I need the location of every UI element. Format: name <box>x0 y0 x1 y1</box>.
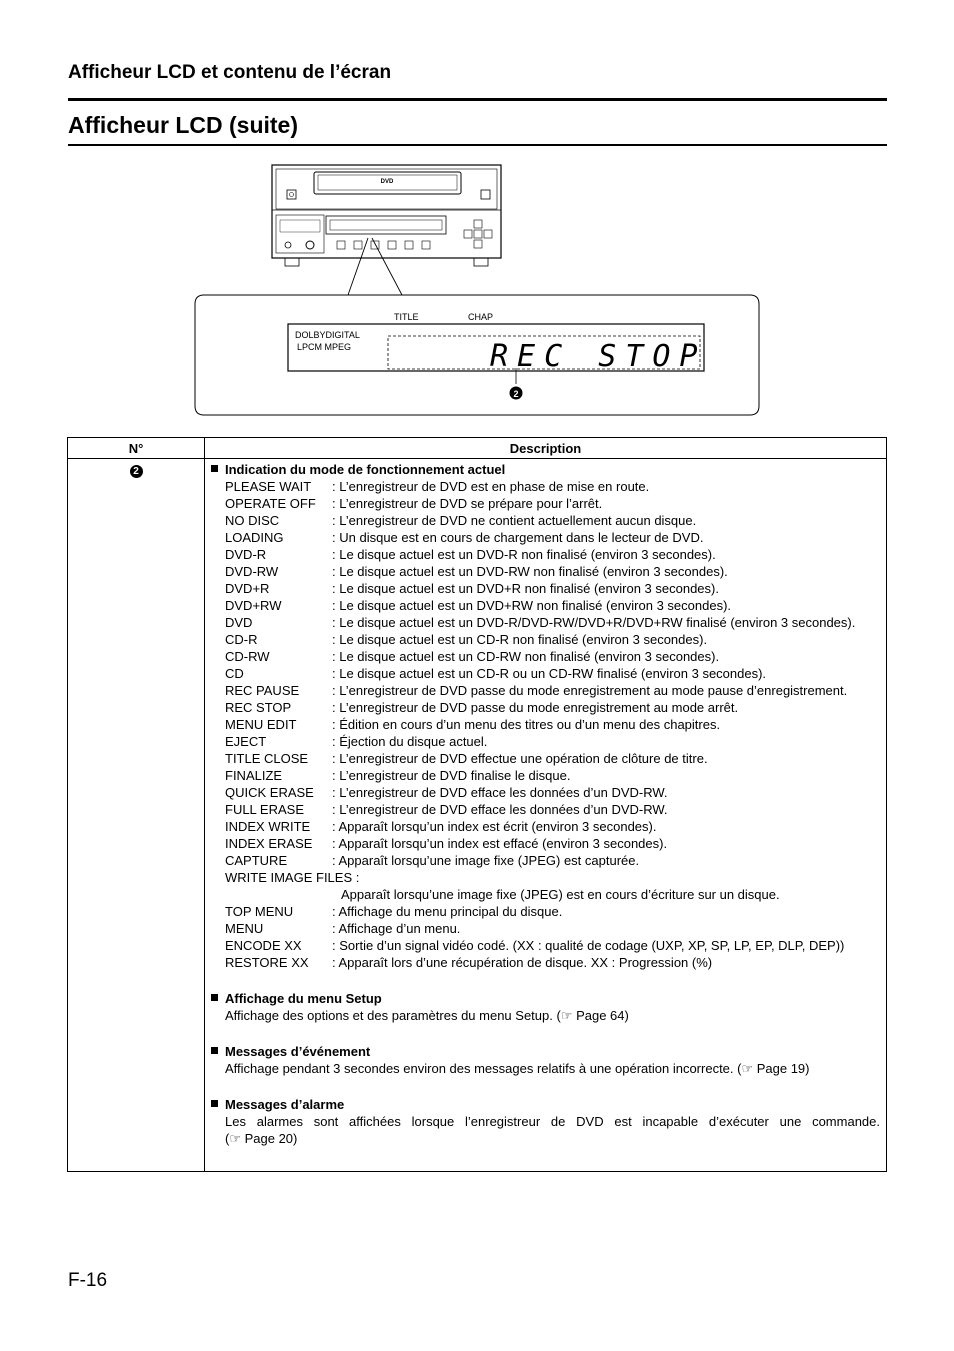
mode-term: CD-R <box>225 632 258 647</box>
mode-list <box>211 478 880 869</box>
mode-row <box>211 529 880 546</box>
mode-description: : Édition en cours d’un menu des titres ou d’un menu des chapitres. <box>332 716 880 733</box>
mode-description: : Éjection du disque actuel. <box>332 733 880 750</box>
mode-term: TITLE CLOSE <box>225 751 309 766</box>
mode-term: PLEASE WAIT <box>225 479 312 494</box>
mode-row <box>211 937 880 954</box>
mode-row <box>211 716 880 733</box>
mode-description: : Le disque actuel est un DVD+R non finalisé (environ 3 secondes). <box>332 580 880 597</box>
mode-term: MENU <box>225 921 264 936</box>
number-badge: 2 <box>130 465 143 478</box>
mode-row <box>211 954 880 971</box>
section-setup <box>211 990 880 1024</box>
section-mode-title: Indication du mode de fonctionnement actuel <box>225 462 506 477</box>
mode-term: REC STOP <box>225 700 292 715</box>
section-alarms-page-ref: (☞ Page 20) <box>225 1131 298 1146</box>
mode-description: : Apparaît lors d’une récupération de disque. XX : Progression (%) <box>332 954 880 971</box>
mode-row <box>211 665 880 682</box>
mode-row <box>211 801 880 818</box>
mode-term: REC PAUSE <box>225 683 300 698</box>
mode-row <box>211 546 880 563</box>
mode-term: CD-RW <box>225 649 270 664</box>
section-alarms <box>211 1096 880 1147</box>
mode-term: DVD <box>225 615 253 630</box>
mode-description: : Apparaît lorsqu’une image fixe (JPEG) est capturée. <box>332 852 880 869</box>
lcd-indicator-lpcm: LPCM MPEG <box>297 342 352 352</box>
mode-row <box>211 682 880 699</box>
mode-row <box>211 614 880 631</box>
mode-description: : L’enregistreur de DVD ne contient actuellement aucun disque. <box>332 512 880 529</box>
page-title: Afficheur LCD (suite) <box>68 112 298 138</box>
mode-description: : L’enregistreur de DVD effectue une opération de clôture de titre. <box>332 750 880 767</box>
mode-term: INDEX WRITE <box>225 819 311 834</box>
svg-text:2: 2 <box>513 389 519 399</box>
lcd-indicator-dolby: DOLBYDIGITAL <box>295 330 360 340</box>
mode-description: : Le disque actuel est un CD-RW non finalisé (environ 3 secondes). <box>332 648 880 665</box>
mode-row <box>211 631 880 648</box>
mode-term: MENU EDIT <box>225 717 297 732</box>
write-image-desc: Apparaît lorsqu’une image fixe (JPEG) est en cours d’écriture sur un disque. <box>341 887 780 902</box>
mode-row <box>211 495 880 512</box>
mode-term: CAPTURE <box>225 853 288 868</box>
mode-description: : Le disque actuel est un DVD-R non finalisé (environ 3 secondes). <box>332 546 880 563</box>
mode-row <box>211 478 880 495</box>
device-logo: DVD <box>380 179 394 185</box>
section-setup-title: Affichage du menu Setup <box>225 991 382 1006</box>
section-events-text: Affichage pendant 3 secondes environ des messages relatifs à une opération incorrecte. (☞ Page 19) <box>225 1061 810 1076</box>
mode-row <box>211 852 880 869</box>
mode-term: OPERATE OFF <box>225 496 316 511</box>
mode-description: : L’enregistreur de DVD se prépare pour l’arrêt. <box>332 495 880 512</box>
mode-term: DVD+R <box>225 581 270 596</box>
section-mode <box>211 461 880 971</box>
mode-term: LOADING <box>225 530 284 545</box>
mode-description: : L’enregistreur de DVD finalise le disque. <box>332 767 880 784</box>
mode-term: QUICK ERASE <box>225 785 314 800</box>
mode-row <box>211 648 880 665</box>
mode-description: : Le disque actuel est un CD-R non finalisé (environ 3 secondes). <box>332 631 880 648</box>
write-image-term: WRITE IMAGE FILES : <box>225 870 360 885</box>
mode-description: : L’enregistreur de DVD passe du mode enregistrement au mode arrêt. <box>332 699 880 716</box>
mode-term: FINALIZE <box>225 768 283 783</box>
header-number: N° <box>68 438 205 459</box>
mode-term: FULL ERASE <box>225 802 304 817</box>
mode-term: NO DISC <box>225 513 280 528</box>
mode-description: : Le disque actuel est un DVD-RW non finalisé (environ 3 secondes). <box>332 563 880 580</box>
description-cell <box>205 459 887 1172</box>
mode-list-2 <box>211 903 880 971</box>
page-number: F-16 <box>68 1270 108 1291</box>
mode-row <box>211 767 880 784</box>
section-alarms-text: Les alarmes sont affichées lorsque l’enregistreur de DVD est incapable d’exécuter une commande. <box>225 1114 880 1129</box>
section-alarms-title: Messages d’alarme <box>225 1097 345 1112</box>
mode-description: : L’enregistreur de DVD est en phase de mise en route. <box>332 478 880 495</box>
section-setup-text: Affichage des options et des paramètres du menu Setup. (☞ Page 64) <box>225 1008 629 1023</box>
mode-description: : Apparaît lorsqu’un index est effacé (environ 3 secondes). <box>332 835 880 852</box>
mode-row <box>211 699 880 716</box>
mode-description: : Apparaît lorsqu’un index est écrit (environ 3 secondes). <box>332 818 880 835</box>
lcd-title-label: TITLE <box>394 312 419 322</box>
mode-row <box>211 750 880 767</box>
mode-description: : Affichage du menu principal du disque. <box>332 903 880 920</box>
mode-term: CD <box>225 666 244 681</box>
description-table <box>67 437 887 1172</box>
mode-description: : Le disque actuel est un DVD+RW non finalisé (environ 3 secondes). <box>332 597 880 614</box>
mode-description: : L’enregistreur de DVD efface les données d’un DVD-RW. <box>332 801 880 818</box>
mode-description: : Affichage d’un menu. <box>332 920 880 937</box>
mode-term: EJECT <box>225 734 267 749</box>
mode-row <box>211 597 880 614</box>
section-events <box>211 1043 880 1077</box>
mode-row <box>211 512 880 529</box>
mode-row <box>211 563 880 580</box>
lcd-figure <box>190 160 765 420</box>
mode-row <box>211 903 880 920</box>
lcd-display-text: REC STOP <box>490 339 707 374</box>
mode-row <box>211 580 880 597</box>
title-rule <box>68 144 887 146</box>
mode-term: TOP MENU <box>225 904 294 919</box>
mode-term: DVD-RW <box>225 564 279 579</box>
header-rule <box>68 98 887 101</box>
row-number-cell <box>68 459 205 1172</box>
mode-description: : Le disque actuel est un DVD-R/DVD-RW/DVD+R/DVD+RW finalisé (environ 3 secondes). <box>332 614 880 631</box>
mode-term: DVD+RW <box>225 598 282 613</box>
section-title: Afficheur LCD et contenu de l’écran <box>68 62 392 83</box>
mode-description: : L’enregistreur de DVD efface les données d’un DVD-RW. <box>332 784 880 801</box>
mode-row <box>211 818 880 835</box>
mode-row <box>211 784 880 801</box>
mode-description: : Sortie d’un signal vidéo codé. (XX : qualité de codage (UXP, XP, SP, LP, EP, DLP, DEP)) <box>332 937 880 954</box>
mode-description: : Un disque est en cours de chargement dans le lecteur de DVD. <box>332 529 880 546</box>
mode-row <box>211 733 880 750</box>
mode-term: ENCODE XX <box>225 938 302 953</box>
header-description: Description <box>205 438 887 459</box>
section-events-title: Messages d’événement <box>225 1044 371 1059</box>
mode-row <box>211 920 880 937</box>
mode-term: INDEX ERASE <box>225 836 313 851</box>
lcd-chap-label: CHAP <box>468 312 494 322</box>
mode-description: : L’enregistreur de DVD passe du mode enregistrement au mode pause d’enregistrement. <box>332 682 880 699</box>
mode-term: RESTORE XX <box>225 955 309 970</box>
mode-row <box>211 835 880 852</box>
mode-term: DVD-R <box>225 547 267 562</box>
mode-description: : Le disque actuel est un CD-R ou un CD-RW finalisé (environ 3 secondes). <box>332 665 880 682</box>
